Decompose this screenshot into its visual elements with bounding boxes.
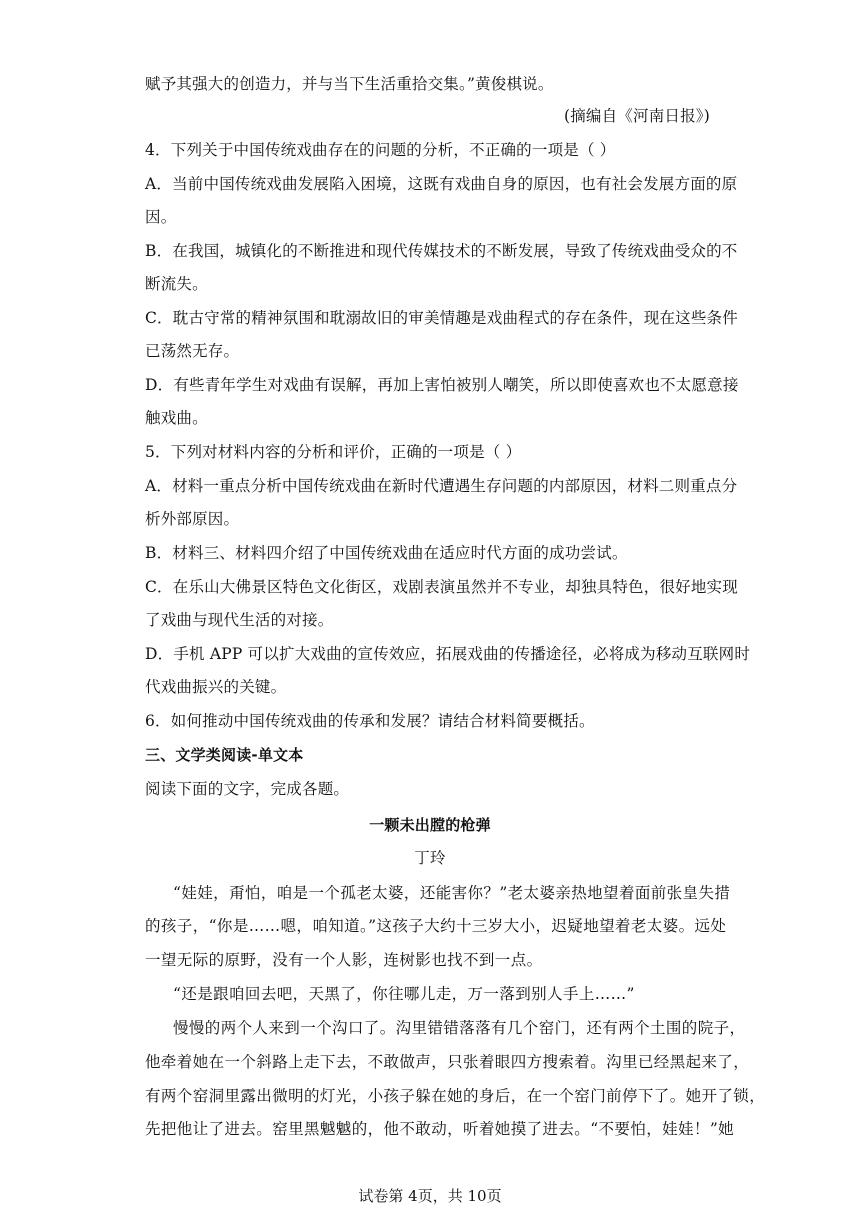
story-paragraph-line: “还是跟咱回去吧，天黑了，你往哪儿走，万一落到别人手上……”	[173, 985, 635, 1003]
section-heading: 三、文学类阅读-单文本	[145, 746, 304, 764]
question-4-option-c-cont: 已荡然无存。	[145, 342, 240, 360]
question-5-option-a: A．材料一重点分析中国传统戏曲在新时代遭遇生存问题的内部原因，材料二则重点分	[145, 477, 738, 495]
story-title: 一颗未出膛的枪弹	[369, 816, 491, 834]
story-paragraph-line: 有两个窑洞里露出微明的灯光，小孩子躲在她的身后，在一个窑门前停下了。她开了锁，	[145, 1087, 766, 1105]
question-4-option-b-cont: 断流失。	[145, 275, 208, 293]
question-4-option-b: B．在我国，城镇化的不断推进和现代传媒技术的不断发展，导致了传统戏曲受众的不	[145, 242, 738, 260]
story-paragraph-line: 慢慢的两个人来到一个沟口了。沟里错错落落有几个窑门，还有两个土围的院子，	[173, 1019, 746, 1037]
page-footer: 试卷第 4页，共 10页	[358, 1187, 502, 1205]
story-paragraph-line: 先把他让了进去。窑里黑魆魆的，他不敢动，听着她摸了进去。“不要怕，娃娃！”她	[145, 1120, 735, 1138]
question-4-option-d: D．有些青年学生对戏曲有误解，再加上害怕被别人嘲笑，所以即使喜欢也不太愿意接	[145, 376, 739, 394]
section-instruction: 阅读下面的文字，完成各题。	[145, 780, 350, 798]
question-5-option-c: C．在乐山大佛景区特色文化街区，戏剧表演虽然并不专业，却独具特色，很好地实现	[145, 578, 738, 596]
question-5-option-c-cont: 了戏曲与现代生活的对接。	[145, 611, 334, 629]
question-5-option-d-cont: 代戏曲振兴的关键。	[145, 678, 287, 696]
question-4-stem: 4．下列关于中国传统戏曲存在的问题的分析，不正确的一项是（ ）	[145, 141, 616, 159]
story-paragraph-line: “娃娃，甭怕，咱是一个孤老太婆，还能害你？”老太婆亲热地望着面前张皇失措	[173, 884, 731, 902]
question-4-option-a: A．当前中国传统戏曲发展陷入困境，这既有戏曲自身的原因，也有社会发展方面的原	[145, 175, 738, 193]
story-author: 丁玲	[414, 849, 446, 867]
question-5-option-d: D．手机 APP 可以扩大戏曲的宣传效应，拓展戏曲的传播途径，必将成为移动互联网时	[145, 645, 751, 663]
passage-source: (摘编自《河南日报》)	[563, 107, 710, 125]
question-4-option-d-cont: 触戏曲。	[145, 409, 208, 427]
story-paragraph-line: 的孩子，“你是……嗯，咱知道。”这孩子大约十三岁大小，迟疑地望着老太婆。远处	[145, 917, 727, 935]
question-5-stem: 5．下列对材料内容的分析和评价，正确的一项是（ ）	[145, 443, 522, 461]
passage-line: 赋予其强大的创造力，并与当下生活重拾交集。”黄俊棋说。	[145, 75, 554, 93]
question-4-option-c: C．耽古守常的精神氛围和耽溺故旧的审美情趣是戏曲程式的存在条件，现在这些条件	[145, 309, 738, 327]
question-4-option-a-cont: 因。	[145, 208, 177, 226]
question-5-option-a-cont: 析外部原因。	[145, 510, 240, 528]
question-6-stem: 6．如何推动中国传统戏曲的传承和发展？请结合材料简要概括。	[145, 712, 595, 730]
question-5-option-b: B．材料三、材料四介绍了中国传统戏曲在适应时代方面的成功尝试。	[145, 544, 628, 562]
story-paragraph-line: 一望无际的原野，没有一个人影，连树影也找不到一点。	[145, 951, 543, 969]
story-paragraph-line: 他牵着她在一个斜路上走下去，不敢做声，只张着眼四方搜索着。沟里已经黑起来了，	[145, 1053, 750, 1071]
